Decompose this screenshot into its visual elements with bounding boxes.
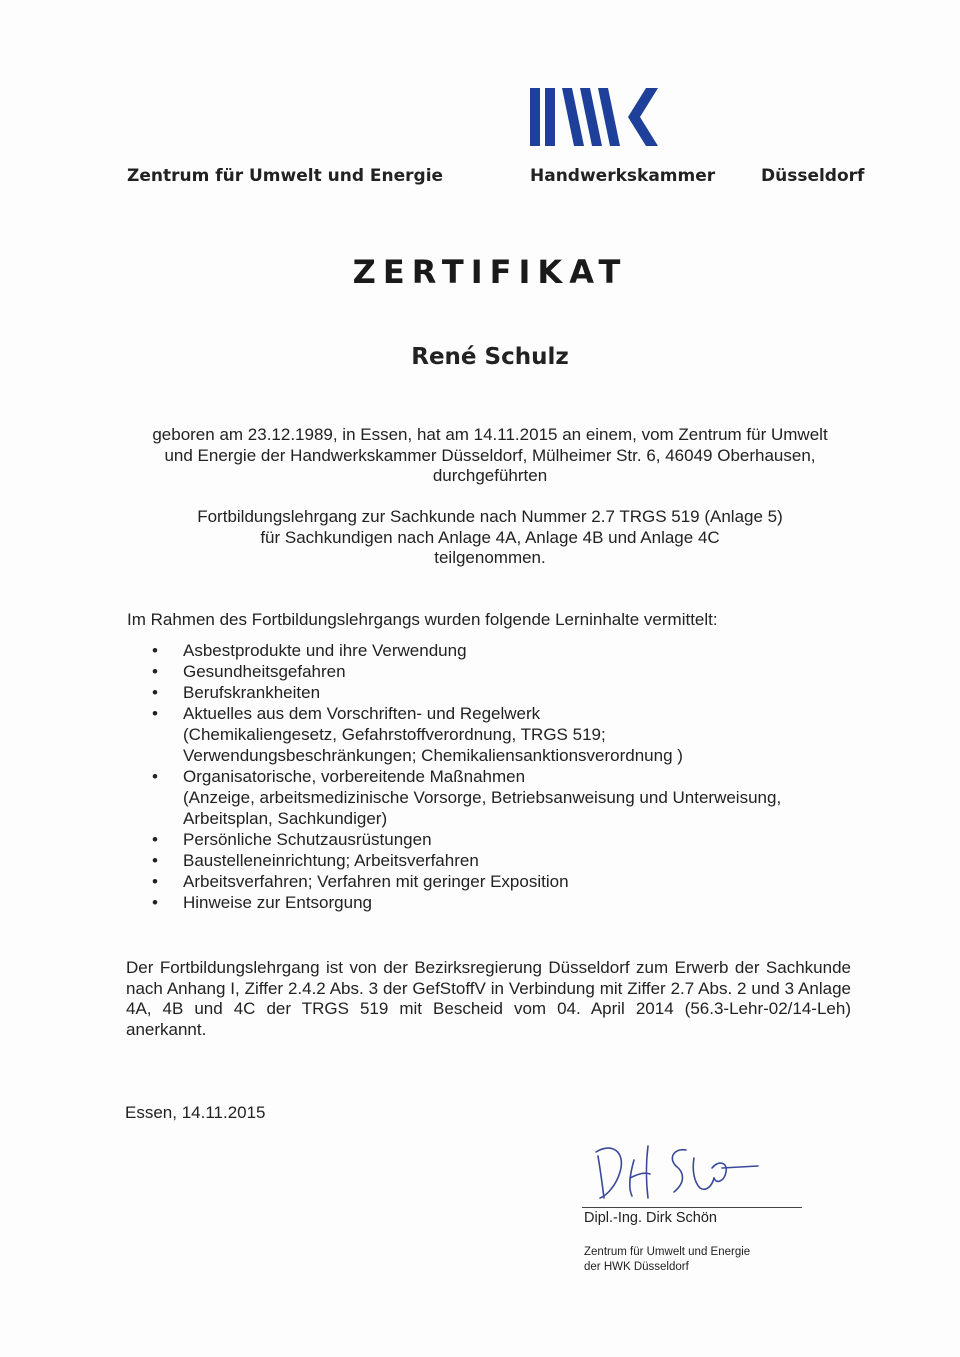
course-line: teilgenommen. xyxy=(434,548,546,567)
hwk-logo xyxy=(528,86,668,148)
bullet: • xyxy=(152,893,158,912)
bullet: • xyxy=(152,683,158,702)
signer-organization xyxy=(584,1245,750,1275)
header-city: Düsseldorf xyxy=(761,166,865,186)
list-item-text: Arbeitsplan, Sachkundiger) xyxy=(183,809,388,828)
list-item-text: Berufskrankheiten xyxy=(183,683,321,702)
bullet: • xyxy=(152,872,158,891)
list-item-text: Verwendungsbeschränkungen; Chemikaliensanktionsverordnung ) xyxy=(183,746,683,765)
organization-line: der HWK Düsseldorf xyxy=(584,1261,689,1273)
recognition-paragraph: Der Fortbildungslehrgang ist von der Bezirksregierung Düsseldorf zum Erwerb der Sachkunde nach Anhang I, Ziffer 2.4.2 Abs. 3 der GefStoffV in Verbindung mit Ziffer 2.7 Abs. 2 und 3 Anlage 4A, 4B und 4C der TRGS 519 mit Bescheid vom 04. April 2014 (56.3-Lehr-02/14-Leh) anerkannt. xyxy=(126,958,851,1039)
list-item xyxy=(152,829,872,850)
list-item-text: (Anzeige, arbeitsmedizinische Vorsorge, Betriebsanweisung und Unterweisung, xyxy=(183,788,782,807)
list-item xyxy=(152,766,872,829)
list-item xyxy=(152,703,872,766)
list-item-text: Baustelleneinrichtung; Arbeitsverfahren xyxy=(183,851,479,870)
contents-list xyxy=(152,640,872,913)
list-item-text: Aktuelles aus dem Vorschriften- und Regelwerk xyxy=(183,704,541,723)
list-item-text: Gesundheitsgefahren xyxy=(183,662,346,681)
bullet: • xyxy=(152,830,158,849)
list-item-text: Asbestprodukte und ihre Verwendung xyxy=(183,641,467,660)
handwritten-signature xyxy=(590,1138,770,1208)
list-item xyxy=(152,850,872,871)
course-line: für Sachkundigen nach Anlage 4A, Anlage 4B und Anlage 4C xyxy=(260,527,720,547)
bullet: • xyxy=(152,641,158,660)
place-and-date: Essen, 14.11.2015 xyxy=(125,1103,266,1122)
bullet: • xyxy=(152,704,158,723)
header-center-name: Zentrum für Umwelt und Energie xyxy=(127,166,444,186)
organization-line: Zentrum für Umwelt und Energie xyxy=(584,1246,751,1258)
signer-name: Dipl.-Ing. Dirk Schön xyxy=(584,1210,717,1226)
birth-and-attendance-text xyxy=(0,425,960,487)
contents-intro: Im Rahmen des Fortbildungslehrgangs wurden folgende Lerninhalte vermittelt: xyxy=(127,610,718,629)
intro-line: durchgeführten xyxy=(432,466,548,485)
list-item xyxy=(152,661,872,682)
list-item-text: (Chemikaliengesetz, Gefahrstoffverordnung, TRGS 519; xyxy=(183,725,606,744)
list-item xyxy=(152,682,872,703)
list-item-text: Hinweise zur Entsorgung xyxy=(183,893,372,912)
recipient-name: René Schulz xyxy=(411,344,569,370)
header-chamber-name: Handwerkskammer xyxy=(530,166,716,186)
list-item xyxy=(152,871,872,892)
list-item xyxy=(152,892,872,913)
list-item-text: Arbeitsverfahren; Verfahren mit geringer Exposition xyxy=(183,872,569,891)
bullet: • xyxy=(152,851,158,870)
certificate-title: ZERTIFIKAT xyxy=(352,253,628,291)
list-item-text: Organisatorische, vorbereitende Maßnahmen xyxy=(183,767,526,786)
intro-line: geboren am 23.12.1989, in Essen, hat am 14.11.2015 an einem, vom Zentrum für Umwelt xyxy=(152,425,828,444)
bullet: • xyxy=(152,767,158,786)
list-item-text: Persönliche Schutzausrüstungen xyxy=(183,830,432,849)
course-description xyxy=(0,507,960,569)
list-item xyxy=(152,640,872,661)
course-line: Fortbildungslehrgang zur Sachkunde nach Nummer 2.7 TRGS 519 (Anlage 5) xyxy=(197,507,783,526)
bullet: • xyxy=(152,662,158,681)
intro-line: und Energie der Handwerkskammer Düsseldorf, Mülheimer Str. 6, 46049 Oberhausen, xyxy=(164,445,816,465)
signature-line xyxy=(582,1207,802,1208)
